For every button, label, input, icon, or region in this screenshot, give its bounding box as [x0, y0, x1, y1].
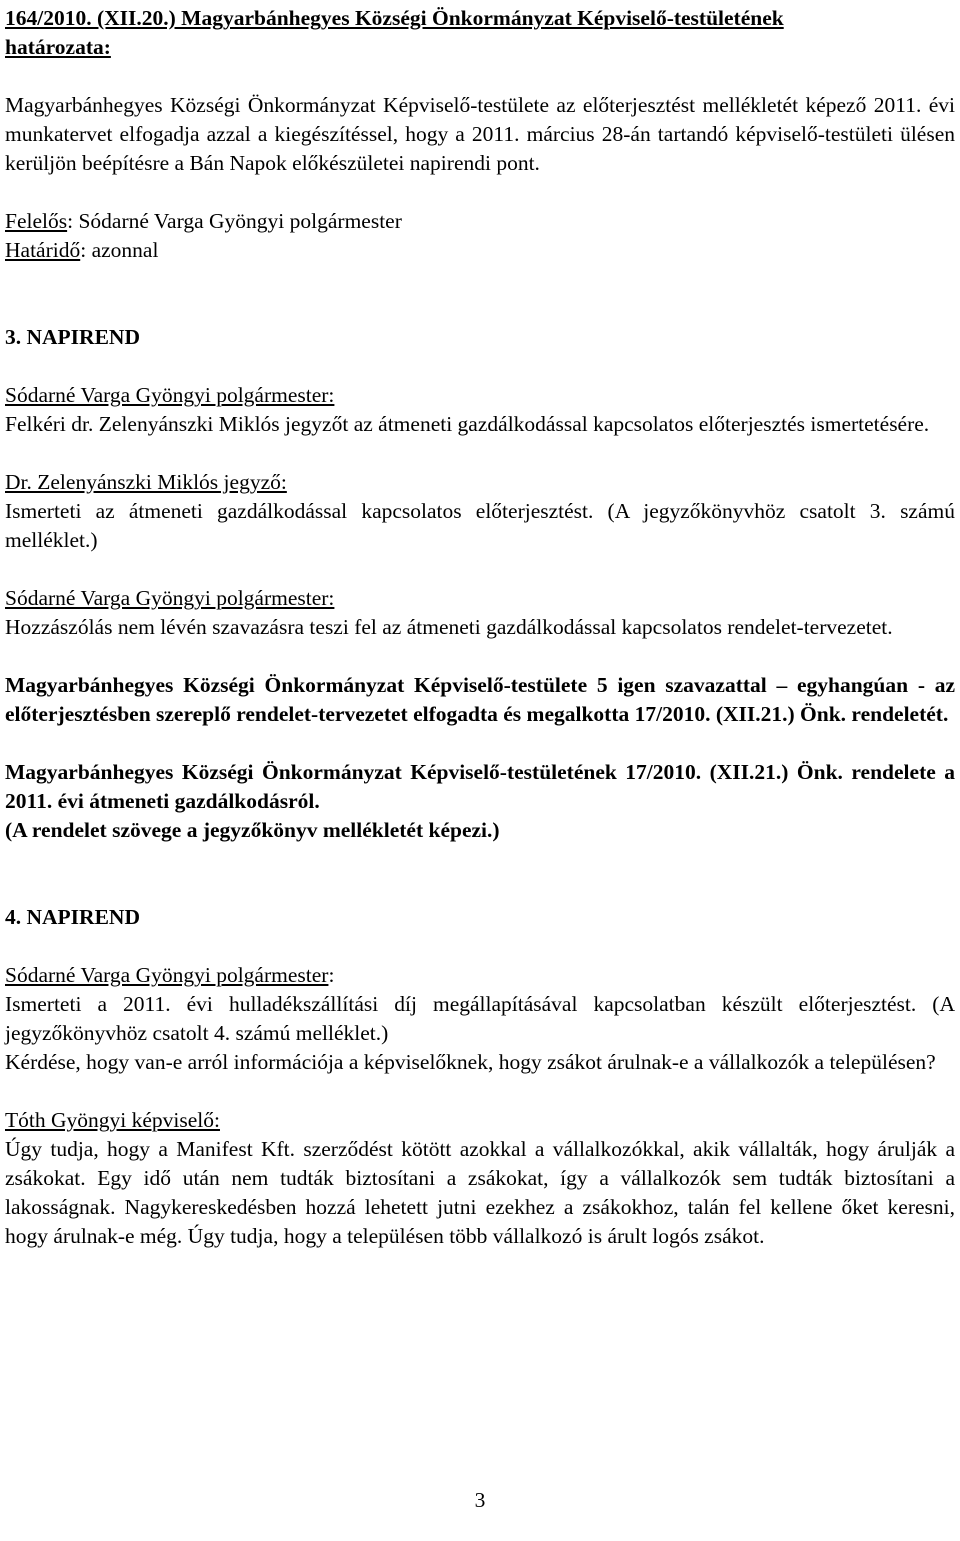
responsible-value: : Sódarné Varga Gyöngyi polgármester [67, 209, 402, 233]
resolution-title-line2: határozata: [5, 35, 111, 59]
agenda4-speaker1-text: Ismerteti a 2011. évi hulladékszállítási díj megállapításával kapcsolatban készült előterjesztést. (A jegyzőkönyvhöz csatolt 4. számú melléklet.) [5, 992, 955, 1045]
agenda3-decree-line2: (A rendelet szövege a jegyzőkönyv mellékletét képezi.) [5, 818, 500, 842]
agenda3-speaker1: Sódarné Varga Gyöngyi polgármester: [5, 383, 335, 407]
resolution-title [5, 4, 955, 62]
agenda3-heading: 3. NAPIREND [5, 325, 140, 349]
agenda3-vote: Magyarbánhegyes Községi Önkormányzat Képviselő-testülete 5 igen szavazattal – egyhangúan - az előterjesztésben szereplő rendelet-tervezetet elfogadta és megalkotta 17/2010. (XII.21.) Önk. rendeletét. [5, 673, 955, 726]
deadline-label: Határidő [5, 238, 81, 262]
agenda3-speaker1-text: Felkéri dr. Zelenyánszki Miklós jegyzőt az átmeneti gazdálkodással kapcsolatos előterjesztés ismertetésére. [5, 412, 930, 436]
agenda3-speaker3-text: Hozzászólás nem lévén szavazásra teszi fel az átmeneti gazdálkodással kapcsolatos rendelet-tervezetet. [5, 615, 893, 639]
page-number: 3 [474, 1488, 486, 1512]
agenda4-speaker2-text: Úgy tudja, hogy a Manifest Kft. szerződést kötött azokkal a vállalkozókkal, akik vállalták, hogy árulják a zsákokat. Egy idő után nem tudták biztosítani a zsákokat, így a vállalkozók sem tudták biztosítani a lakosságnak. Nagykereskedésben hozzá lehetett jutni ezekhez a zsákokhoz, talán fel kellene őket keresni, hogy árulnak-e még. Úgy tudja, hogy a településen több vállalkozó is árult logós zsákot. [5, 1137, 955, 1248]
agenda4-speaker1-question: Kérdése, hogy van-e arról információja a képviselőknek, hogy zsákot árulnak-e a vállalkozók a településen? [5, 1050, 936, 1074]
resolution-text: Magyarbánhegyes Községi Önkormányzat Képviselő-testülete az előterjesztést mellékletét képező 2011. évi munkatervet elfogadja azzal a kiegészítéssel, hogy a 2011. március 28-án tartandó képviselő-testületi ülésen kerüljön beépítésre a Bán Napok előkészületei napirendi pont. [5, 93, 955, 175]
responsible-line [5, 207, 955, 236]
agenda3-speaker3: Sódarné Varga Gyöngyi polgármester: [5, 586, 335, 610]
deadline-value: : azonnal [80, 238, 159, 262]
agenda4-speaker1 [5, 961, 955, 990]
agenda3-speaker2-text: Ismerteti az átmeneti gazdálkodással kapcsolatos előterjesztést. (A jegyzőkönyvhöz csatolt 3. számú melléklet.) [5, 499, 955, 552]
agenda4-heading: 4. NAPIREND [5, 905, 140, 929]
document-page [5, 4, 955, 1251]
agenda4-speaker1-colon: : [328, 963, 335, 987]
deadline-line [5, 236, 955, 265]
agenda3-decree [5, 758, 955, 845]
agenda4-speaker1-name: Sódarné Varga Gyöngyi polgármester [5, 963, 329, 987]
responsible-label: Felelős [5, 209, 68, 233]
resolution-title-line1: 164/2010. (XII.20.) Magyarbánhegyes Községi Önkormányzat Képviselő-testületének [5, 6, 784, 30]
agenda4-speaker2: Tóth Gyöngyi képviselő: [5, 1108, 220, 1132]
agenda3-speaker2: Dr. Zelenyánszki Miklós jegyző: [5, 470, 287, 494]
agenda3-decree-line1: Magyarbánhegyes Községi Önkormányzat Képviselő-testületének 17/2010. (XII.21.) Önk. rendelete a 2011. évi átmeneti gazdálkodásról. [5, 760, 955, 813]
